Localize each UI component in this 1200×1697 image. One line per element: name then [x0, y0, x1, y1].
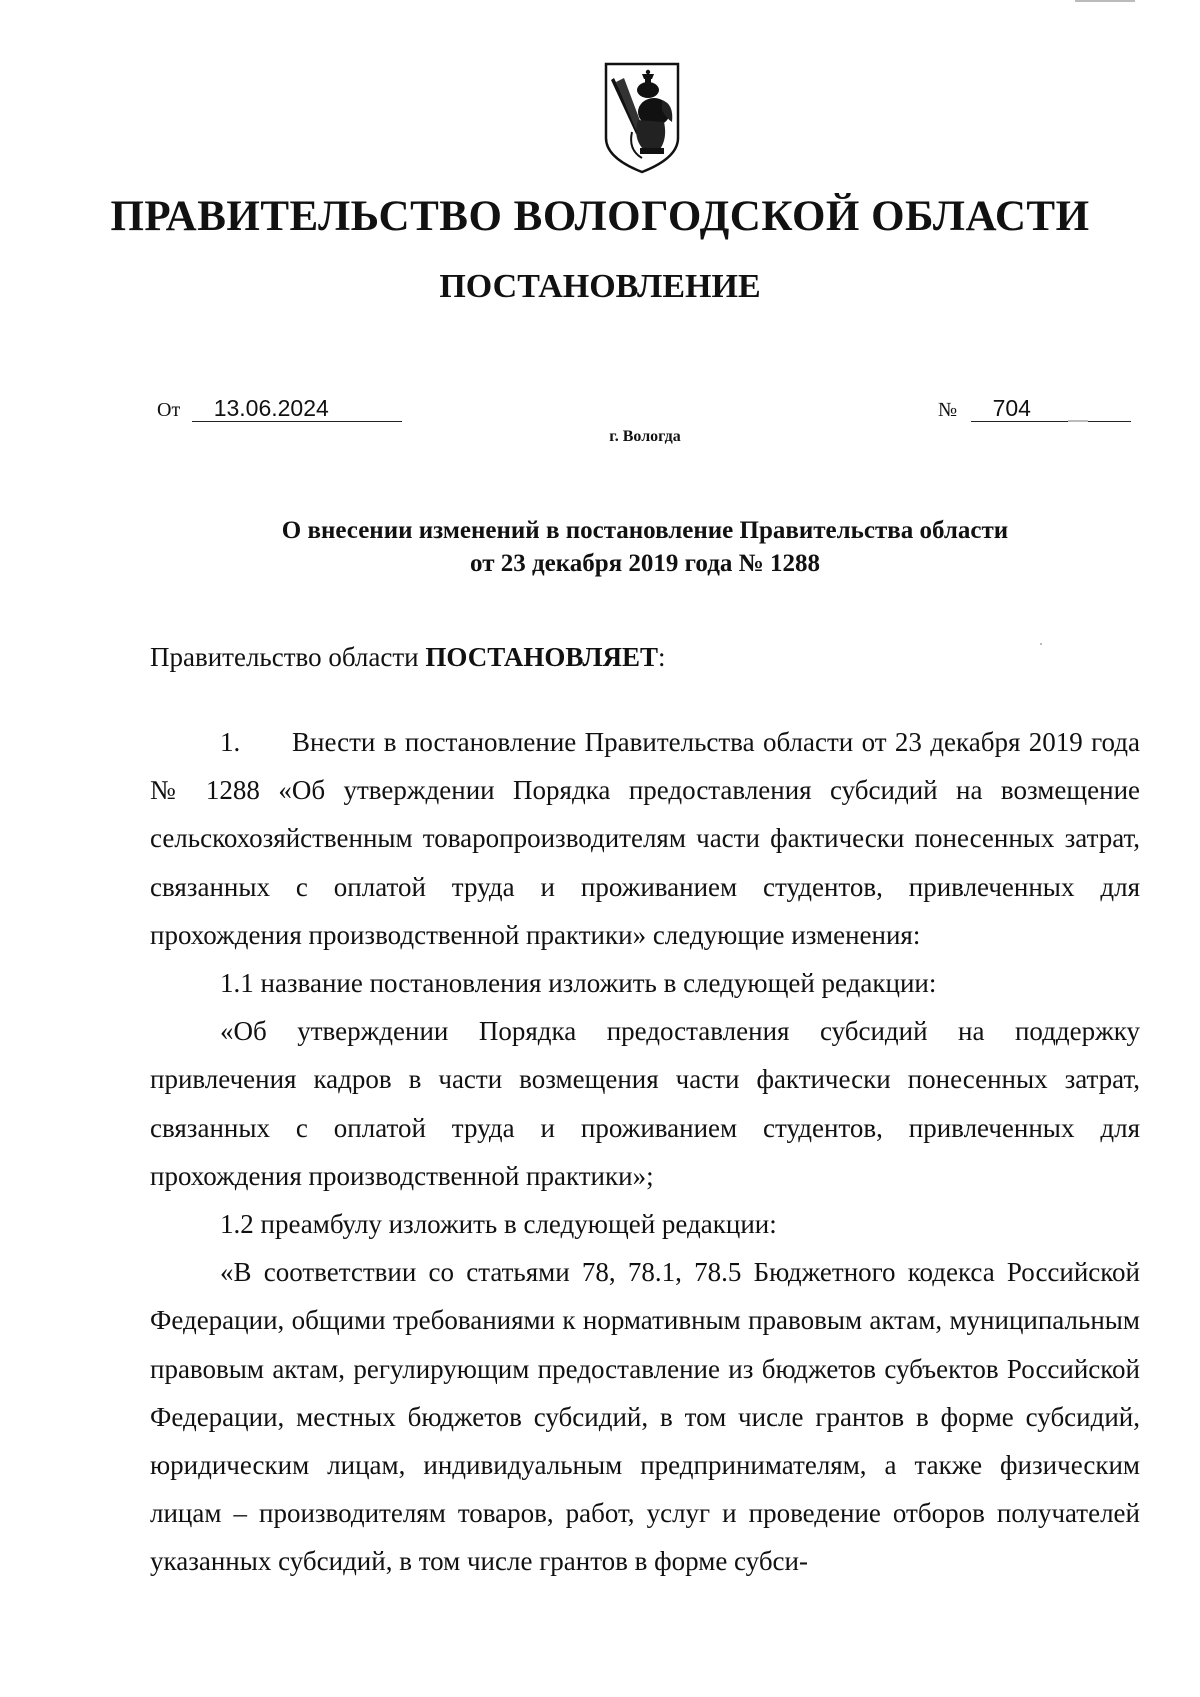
paragraph-preamble-wording: «В соответствии со статьями 78, 78.1, 78.5 Бюджетного кодекса Российской Федерации, общими требованиями к нормативным правовым актам, муниципальным правовым актам, регулирующим предоставление из бюджетов субъектов Российской Федерации, местных бюджетов субсидий, в том числе грантов в форме субсидий, юридическим лицам, индивидуальным предпринимателям, а также физическим лицам – производителям товаров, работ, услуг и проведение отборов получателей указанных субсидий, в том числе грантов в форме субси-	[150, 1257, 1140, 1577]
preamble	[150, 642, 666, 673]
paragraph-1	[150, 718, 1140, 959]
document-number: 704	[971, 395, 1131, 422]
date-row	[157, 395, 402, 422]
document-type-title: ПОСТАНОВЛЕНИЕ	[439, 268, 761, 305]
document-date: 13.06.2024	[192, 395, 402, 422]
subject-line-2: от 23 декабря 2019 года № 1288	[470, 550, 820, 577]
paragraph-1-text: Внести в постановление Правительства области от 23 декабря 2019 года № 1288 «Об утверждении Порядка предоставления субсидий на возмещение сельскохозяйственным товаропроизводителям части фактически понесенных затрат, связанных с оплатой труда и проживанием студентов, привлеченных для прохождения производственной практики» следующие изменения:	[150, 727, 1140, 950]
paragraph-title-wording: «Об утверждении Порядка предоставления субсидий на поддержку привлечения кадров в части возмещения части фактически понесенных затрат, связанных с оплатой труда и проживанием студентов, привлеченных для прохождения производственной практики»;	[150, 1016, 1140, 1191]
preamble-text: Правительство области	[150, 642, 426, 672]
number-prefix: №	[938, 399, 958, 421]
paragraph-1-1: 1.1 название постановления изложить в следующей редакции:	[220, 968, 937, 999]
city-label: г. Вологда	[609, 428, 681, 445]
preamble-colon: :	[657, 642, 666, 672]
preamble-decree-word: ПОСТАНОВЛЯЕТ	[425, 642, 658, 672]
document-body	[150, 718, 1140, 1586]
number-row	[938, 395, 1131, 422]
paragraph-1-2: 1.2 преамбулу изложить в следующей редакции:	[220, 1209, 777, 1240]
date-prefix: От	[157, 399, 181, 421]
government-title: ПРАВИТЕЛЬСТВО ВОЛОГОДСКОЙ ОБЛАСТИ	[110, 193, 1090, 240]
document-subject	[150, 514, 1140, 580]
paragraph-1-number: 1.	[220, 727, 241, 757]
subject-line-1: О внесении изменений в постановление Правительства области	[281, 517, 1009, 544]
coat-of-arms-emblem	[602, 60, 682, 175]
scan-speck	[1068, 420, 1088, 422]
scan-speck	[1040, 643, 1042, 645]
scan-speck	[1075, 0, 1135, 2]
